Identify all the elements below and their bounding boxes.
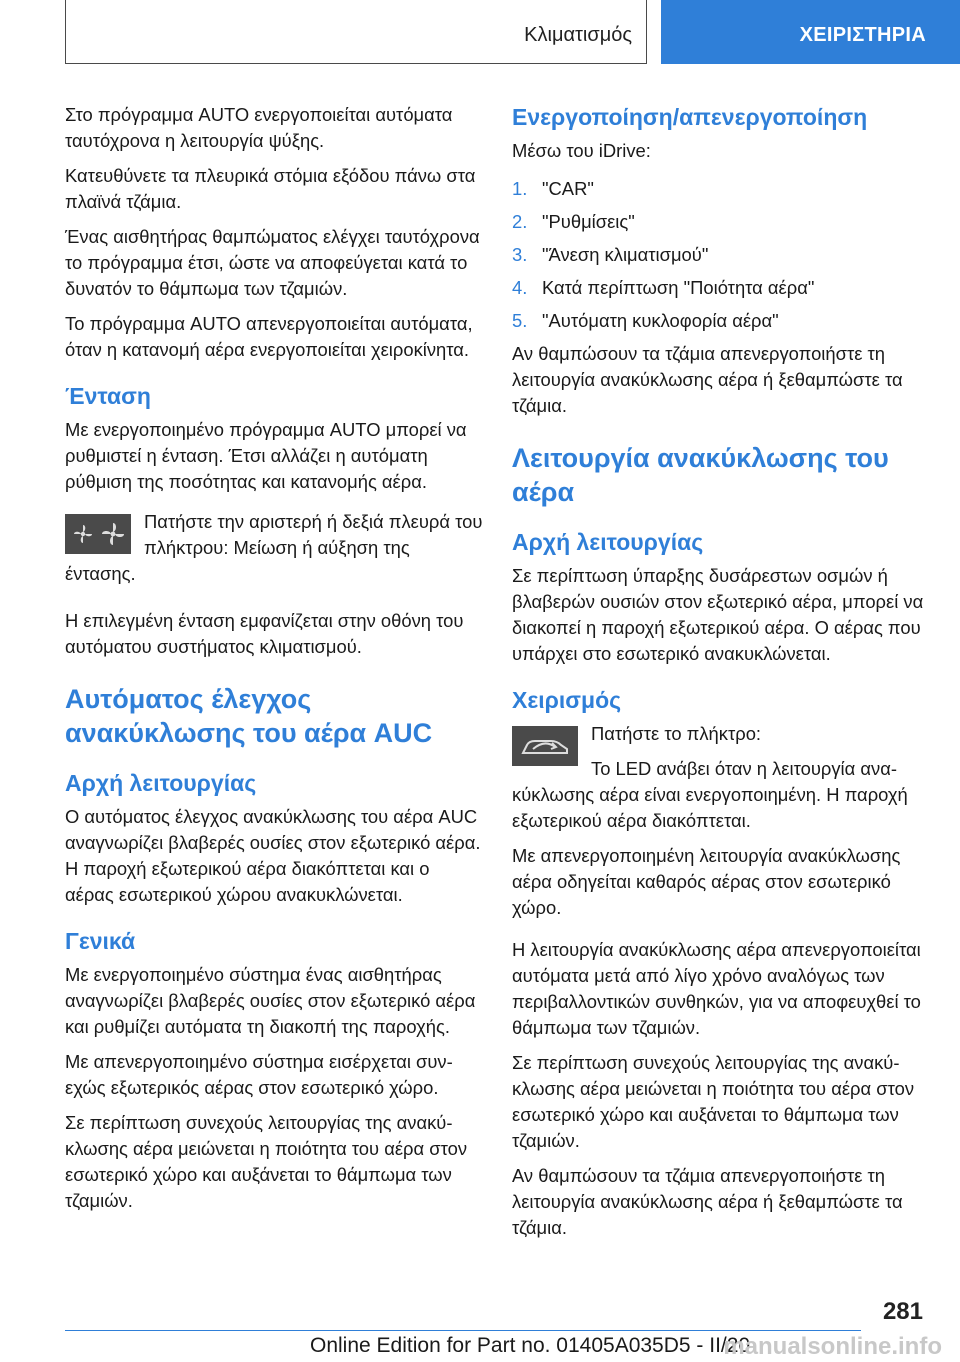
- list-item: 4. Κατά περίπτωση "Ποιότητα αέρα": [512, 277, 815, 298]
- paragraph: Σε περίπτωση συνεχούς λειτουργίας της ανακύκλωσης αέρα μειώνεται η ποιότητα του αέρα στον εσωτερικό χώρο και αυξάνεται το θάμπωμα των τζαμιών.: [65, 1112, 468, 1211]
- paragraph: Το πρόγραμμα AUTO απενεργοποιείται αυτόματα, όταν η κατανομή αέρα ενεργοποιείται χειροκίνητα.: [65, 313, 473, 360]
- list-item: 2. "Ρυθμίσεις": [512, 211, 635, 232]
- left-column: [65, 102, 483, 1223]
- chapter-tab: [65, 0, 647, 64]
- heading-intensity: Ένταση: [65, 383, 151, 409]
- heading-principle: Αρχή λειτουργίας: [512, 529, 704, 555]
- paragraph: Ο αυτόματος έλεγχος ανακύκλωσης του αέρα AUC αναγνωρίζει βλαβερές ουσίες στον εξωτερικό αέρα. Η παροχή εξωτερικού αέρα διακόπτεται και ο αέρας εσωτερικού χώρου ανακυκλώνεται.: [65, 806, 481, 905]
- heading-principle: Αρχή λειτουργίας: [65, 770, 257, 796]
- list-item: 3. "Άνεση κλιματισμού": [512, 244, 709, 265]
- paragraph: Αν θαμπώσουν τα τζάμια απενεργοποιήστε τη λειτουργία ανακύκλωσης αέρα ή ξεθαμπώστε τα τζάμια.: [512, 343, 903, 416]
- paragraph: Η επιλεγμένη ένταση εμφανίζεται στην οθόνη του αυτόματου συστήματος κλιματισμού.: [65, 610, 464, 657]
- intensity-instruction: [65, 509, 483, 596]
- paragraph: Με απενεργοποιημένο σύστημα εισέρχεται συνεχώς εξωτερικός αέρας στον εσωτερικό χώρο.: [65, 1051, 453, 1098]
- paragraph: Αν θαμπώσουν τα τζάμια απενεργοποιήστε τη λειτουργία ανακύκλωσης αέρα ή ξεθαμπώστε τα τζάμια.: [512, 1165, 903, 1238]
- heading-onoff: Ενεργοποίηση/απενεργοποίηση: [512, 104, 868, 130]
- watermark: manualsonline.info: [723, 1333, 942, 1360]
- heading-operation: Χειρισμός: [512, 687, 622, 713]
- paragraph: Μέσω του iDrive:: [512, 140, 651, 161]
- paragraph: Με ενεργοποιημένο σύστημα ένας αισθητήρας αναγνωρίζει βλαβερές ουσίες στον εξωτερικό αέρα και ρυθμίζει αυτόματα τη διακοπή της παροχής.: [65, 964, 476, 1037]
- paragraph: Με ενεργοποιημένο πρόγραμμα AUTO μπορεί να ρυθμιστεί η ένταση. Έτσι αλλάζει η αυτόματη ρύθμιση της ποσότητας και κατανομής αέρα.: [65, 419, 467, 492]
- list-item: 5. "Αυτόματη κυκλοφορία αέρα": [512, 310, 779, 331]
- recirc-instruction: [512, 721, 924, 843]
- section-title: ΧΕΙΡΙΣΤΗΡΙΑ: [799, 24, 926, 46]
- edition-text: Online Edition for Part no. 01405A035D5 - II/20: [310, 1334, 751, 1357]
- paragraph: Σε περίπτωση συνεχούς λειτουργίας της ανακύκλωσης αέρα μειώνεται η ποιότητα του αέρα στον εσωτερικό χώρο και αυξάνεται το θάμπωμα των τζαμιών.: [512, 1052, 915, 1151]
- steps-list: [512, 176, 924, 334]
- chapter-title: Κλιματισμός: [524, 24, 632, 46]
- footer-divider: [65, 1330, 861, 1331]
- right-column: [512, 102, 924, 1250]
- paragraph: Κατευθύνετε τα πλευρικά στόμια εξόδου πάνω στα πλαϊνά τζάμια.: [65, 165, 476, 212]
- paragraph: Με απενεργοποιημένη λειτουργία ανακύκλωσης αέρα οδηγείται καθαρός αέρας στον εσωτερικό χώρο.: [512, 845, 901, 918]
- heading-recirculation: Λειτουργία ανακύκλωσης του αέρα: [512, 443, 889, 507]
- paragraph: Πατήστε το πλήκτρο:: [591, 723, 762, 744]
- fan-large-icon: [101, 522, 125, 546]
- paragraph: Στο πρόγραμμα AUTO ενεργοποιείται αυτόματα ταυτόχρονα η λειτουργία ψύξης.: [65, 104, 453, 151]
- fan-small-icon: [71, 522, 95, 546]
- heading-general: Γενικά: [65, 928, 136, 954]
- paragraph: Σε περίπτωση ύπαρξης δυσάρεστων οσμών ή βλαβερών ουσιών στον εξωτερικό αέρα, μπορεί να διακοπεί η παροχή εξωτερικού αέρα. Ο αέρας που υπάρχει στο εσωτερικό ανακυκλώνεται.: [512, 565, 924, 664]
- list-item: 1. "CAR": [512, 178, 594, 199]
- intensity-button-image: [65, 514, 131, 554]
- section-tab: [661, 0, 960, 64]
- heading-auc: Αυτόματος έλεγχος ανακύκλωσης του αέρα AUC: [65, 684, 433, 748]
- paragraph: Πατήστε την αριστερή ή δεξιά πλευρά του πλήκτρου: Μείωση ή αύξηση της έντασης.: [65, 511, 483, 584]
- page-number: 281: [882, 1298, 923, 1325]
- paragraph: Ένας αισθητήρας θαμπώματος ελέγχει ταυτόχρονα το πρόγραμμα έτσι, ώστε να αποφεύγεται κατά το δυνατόν το θάμπωμα των τζαμιών.: [65, 226, 480, 299]
- car-recirculation-icon: [519, 733, 571, 759]
- paragraph: Το LED ανάβει όταν η λειτουργία ανακύκλωσης αέρα είναι ενεργοποιημένη. Η παροχή εξωτερικού αέρα διακόπτεται.: [512, 758, 908, 831]
- recirc-button-image: [512, 726, 578, 766]
- paragraph: Η λειτουργία ανακύκλωσης αέρα απενεργοποιείται αυτόματα μετά από λίγο χρόνο αναλόγως των περιβαλλοντικών συνθηκών, για να αποφευχθεί το θάμπωμα των τζαμιών.: [512, 939, 921, 1038]
